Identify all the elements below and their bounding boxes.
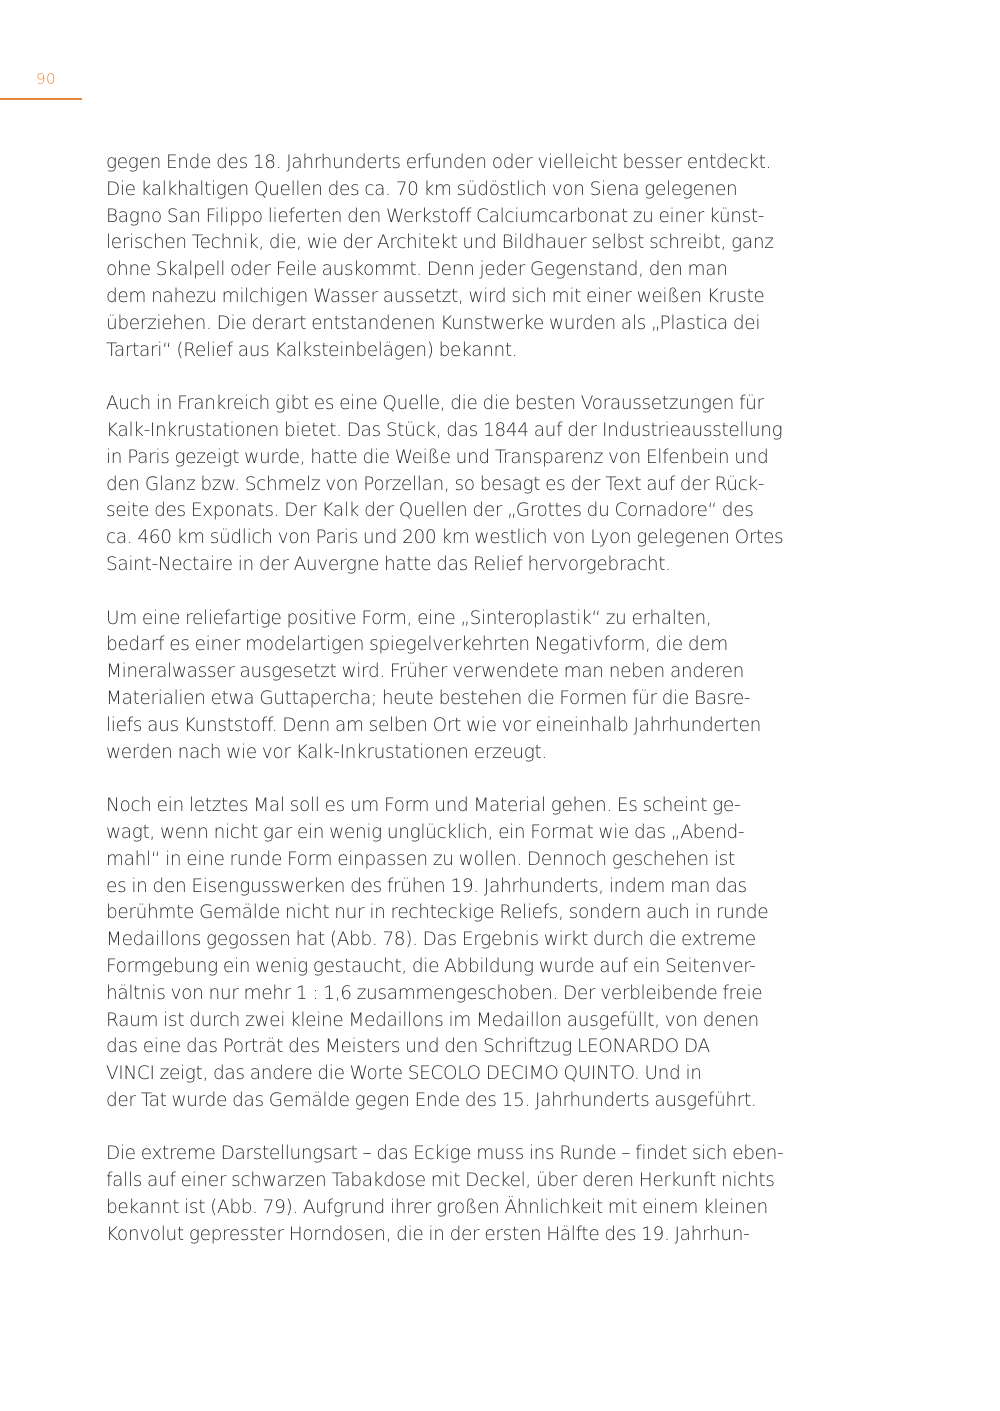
text-line: das eine das Porträt des Meisters und den Schriftzug LEONARDO DA bbox=[106, 1036, 710, 1058]
text-line: hältnis von nur mehr 1 : 1,6 zusammengeschoben. Der verbleibende freie bbox=[106, 982, 763, 1004]
text-line: Noch ein letztes Mal soll es um Form und Material gehen. Es scheint ge- bbox=[106, 795, 741, 817]
body-text bbox=[106, 150, 806, 1275]
text-line: dem nahezu milchigen Wasser aussetzt, wird sich mit einer weißen Kruste bbox=[106, 285, 765, 307]
text-line: Raum ist durch zwei kleine Medaillons im Medaillon ausgefüllt, von denen bbox=[106, 1009, 759, 1031]
paragraph-1 bbox=[106, 150, 806, 364]
text-line: Auch in Frankreich gibt es eine Quelle, die die besten Voraussetzungen für bbox=[106, 393, 764, 415]
text-line: Medaillons gegossen hat (Abb. 78). Das Ergebnis wirkt durch die extreme bbox=[106, 929, 756, 951]
text-line: Mineralwasser ausgesetzt wird. Früher verwendete man neben anderen bbox=[106, 661, 744, 683]
text-line: Materialien etwa Guttapercha; heute bestehen die Formen für die Basre- bbox=[106, 687, 751, 709]
text-line: bekannt ist (Abb. 79). Aufgrund ihrer großen Ähnlichkeit mit einem kleinen bbox=[106, 1197, 768, 1219]
page-number: 90 bbox=[36, 70, 57, 88]
text-line: VINCI zeigt, das andere die Worte SECOLO DECIMO QUINTO. Und in bbox=[106, 1063, 702, 1085]
text-line: Formgebung ein wenig gestaucht, die Abbildung wurde auf ein Seitenver- bbox=[106, 955, 756, 977]
text-line: seite des Exponats. Der Kalk der Quellen der „Grottes du Cornadore“ des bbox=[106, 500, 754, 522]
text-line: es in den Eisengusswerken des frühen 19. Jahrhunderts, indem man das bbox=[106, 875, 747, 897]
text-line: liefs aus Kunststoff. Denn am selben Ort wie vor eineinhalb Jahrhunderten bbox=[106, 714, 761, 736]
text-line: in Paris gezeigt wurde, hatte die Weiße und Transparenz von Elfenbein und bbox=[106, 446, 769, 468]
text-line: falls auf einer schwarzen Tabakdose mit Deckel, über deren Herkunft nichts bbox=[106, 1170, 775, 1192]
text-line: lerischen Technik, die, wie der Architekt und Bildhauer selbst schreibt, ganz bbox=[106, 232, 774, 254]
text-line: werden nach wie vor Kalk-Inkrustationen erzeugt. bbox=[106, 741, 547, 763]
paragraph-2 bbox=[106, 391, 806, 579]
text-line: berühmte Gemälde nicht nur in rechteckige Reliefs, sondern auch in runde bbox=[106, 902, 769, 924]
text-line: mahl“ in eine runde Form einpassen zu wollen. Dennoch geschehen ist bbox=[106, 848, 735, 870]
text-line: Die extreme Darstellungsart – das Eckige muss ins Runde – findet sich eben- bbox=[106, 1143, 784, 1165]
text-line: ca. 460 km südlich von Paris und 200 km westlich von Lyon gelegenen Ortes bbox=[106, 527, 784, 549]
text-line: Konvolut gepresster Horndosen, die in der ersten Hälfte des 19. Jahrhun- bbox=[106, 1223, 750, 1245]
text-line: gegen Ende des 18. Jahrhunderts erfunden oder vielleicht besser entdeckt. bbox=[106, 152, 772, 173]
text-line: Tartari“ (Relief aus Kalksteinbelägen) bekannt. bbox=[106, 339, 518, 361]
text-line: bedarf es einer modelartigen spiegelverkehrten Negativform, die dem bbox=[106, 634, 728, 656]
text-line: Bagno San Filippo lieferten den Werkstoff Calciumcarbonat zu einer künst- bbox=[106, 205, 765, 227]
text-line: ohne Skalpell oder Feile auskommt. Denn jeder Gegenstand, den man bbox=[106, 259, 728, 281]
text-line: der Tat wurde das Gemälde gegen Ende des 15. Jahrhunderts ausgeführt. bbox=[106, 1089, 757, 1111]
page-number-rule bbox=[0, 98, 82, 100]
paragraph-4 bbox=[106, 793, 806, 1115]
text-line: Um eine reliefartige positive Form, eine „Sinteroplastik“ zu erhalten, bbox=[106, 607, 712, 629]
paragraph-5 bbox=[106, 1141, 806, 1248]
text-line: wagt, wenn nicht gar ein wenig unglücklich, ein Format wie das „Abend- bbox=[106, 821, 745, 843]
text-line: Die kalkhaltigen Quellen des ca. 70 km südöstlich von Siena gelegenen bbox=[106, 178, 738, 200]
text-line: überziehen. Die derart entstandenen Kunstwerke wurden als „Plastica dei bbox=[106, 312, 761, 334]
paragraph-3 bbox=[106, 606, 806, 767]
text-line: Saint-Nectaire in der Auvergne hatte das Relief hervorgebracht. bbox=[106, 553, 671, 575]
text-line: Kalk-Inkrustationen bietet. Das Stück, das 1844 auf der Industrieausstellung bbox=[106, 419, 783, 441]
text-line: den Glanz bzw. Schmelz von Porzellan, so besagt es der Text auf der Rück- bbox=[106, 473, 765, 495]
